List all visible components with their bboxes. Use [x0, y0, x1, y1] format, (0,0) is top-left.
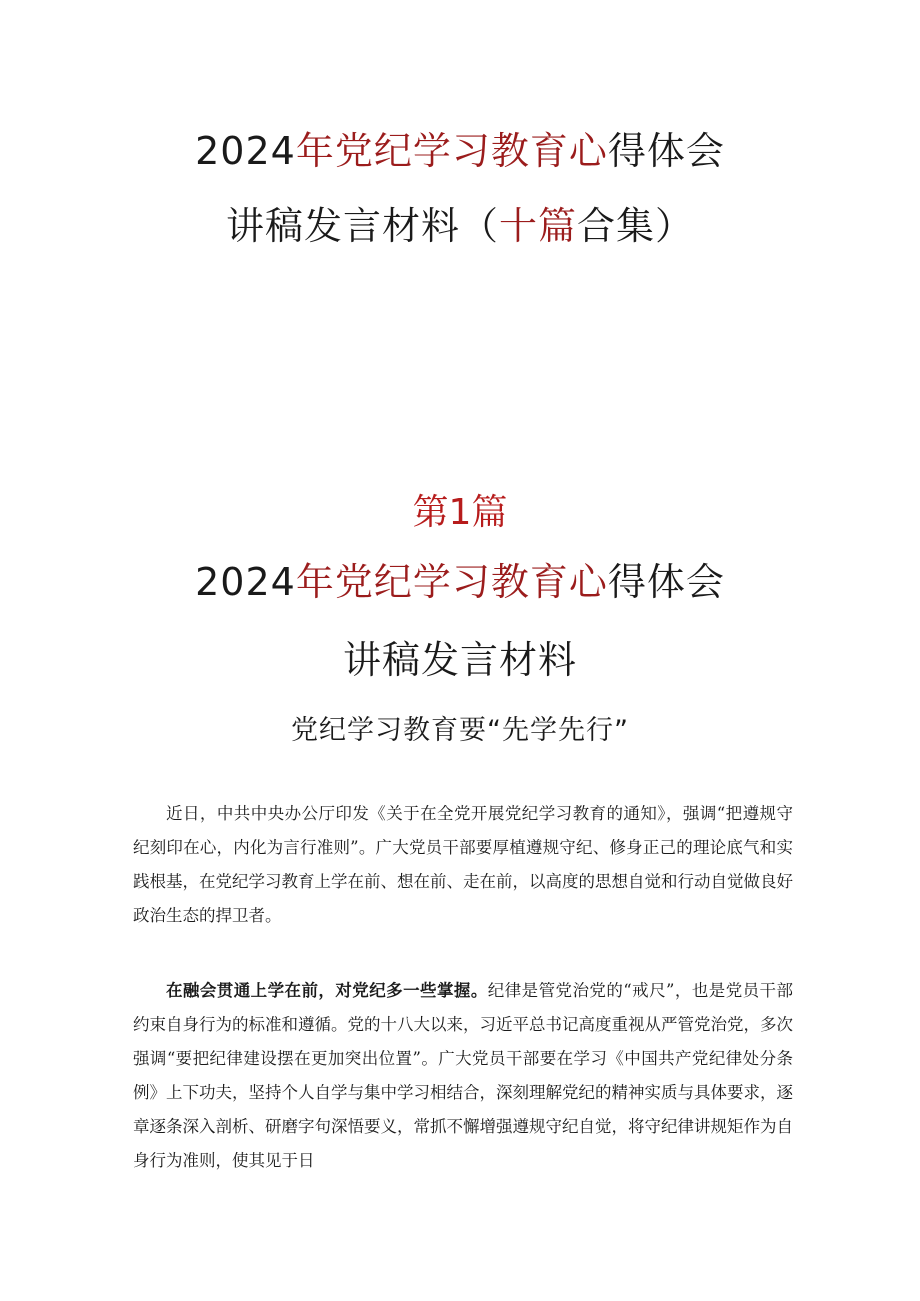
cover-title-line-1 [0, 128, 920, 174]
cover-title-line2-red: 十篇 [498, 204, 577, 248]
cover-title-rest: 得体会 [607, 129, 725, 173]
article-title-red-part: 年党纪学习教育心 [295, 560, 608, 604]
article-title-line-2: 讲稿发言材料 [342, 638, 577, 682]
cover-title-red-part: 年党纪学习教育心 [295, 129, 608, 173]
cover-title-line-2 [0, 203, 920, 249]
article-title-line-1 [0, 559, 920, 605]
paragraph-2-lead: 在融会贯通上学在前，对党纪多一些掌握。 [166, 981, 488, 1000]
article-subtitle: 党纪学习教育要“先学先行” [291, 715, 629, 746]
paragraph-2-body: 纪律是管党治党的“戒尺”，也是党员干部约束自身行为的标准和遵循。党的十八大以来，习近平总书记高度重视从严管党治党，多次强调“要把纪律建设摆在更加突出位置”。广大党员干部要在学习《中国共产党纪律处分条例》上下功夫，坚持个人自学与集中学习相结合，深刻理解党纪的精神实质与具体要求，逐章逐条深入剖析、研磨字句深悟要义，常抓不懈增强遵规守纪自觉，将守纪律讲规矩作为自身行为准则，使其见于日 [133, 981, 793, 1170]
cover-title-year: 2024 [195, 129, 296, 173]
article-title-year: 2024 [195, 560, 296, 604]
body-paragraph-1: 近日，中共中央办公厅印发《关于在全党开展党纪学习教育的通知》，强调“把遵规守纪刻印在心，内化为言行准则”。广大党员干部要厚植遵规守纪、修身正己的理论底气和实践根基，在党纪学习教育上学在前、想在前、走在前，以高度的思想自觉和行动自觉做良好政治生态的捍卫者。 [133, 804, 793, 925]
cover-title-line2-b: 合集） [577, 204, 695, 248]
cover-title-line2-a: 讲稿发言材料（ [225, 204, 499, 248]
article-title-rest: 得体会 [607, 560, 725, 604]
article-number-heading: 第1篇 [412, 492, 508, 533]
body-paragraph-2 [133, 974, 793, 1178]
